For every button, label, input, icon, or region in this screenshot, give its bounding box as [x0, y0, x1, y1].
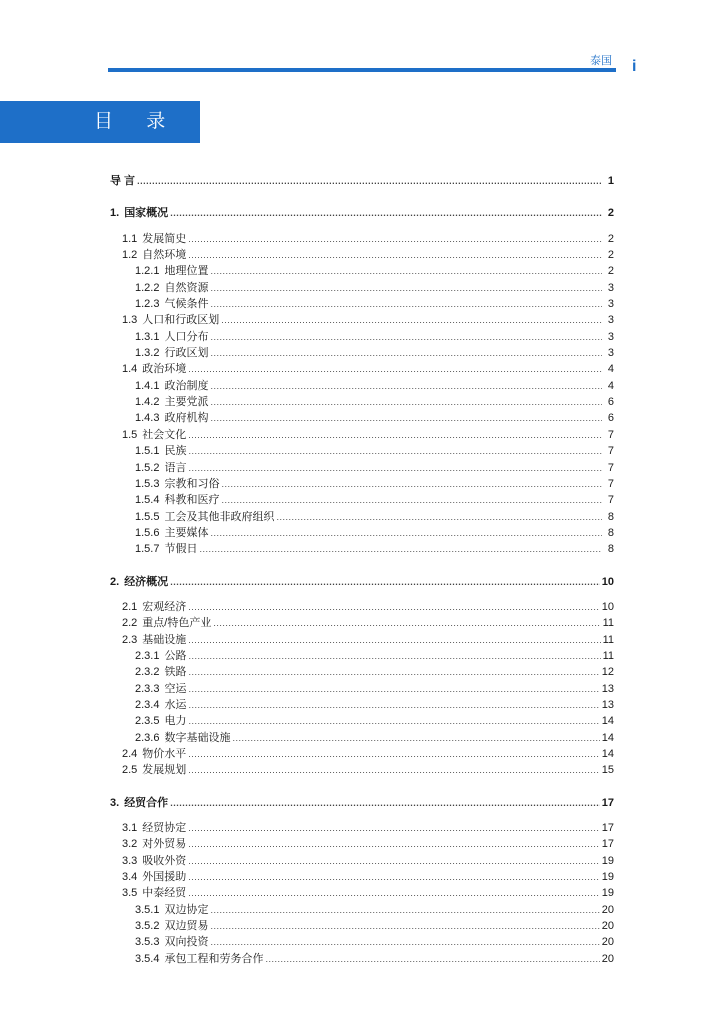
toc-entry-page: 7: [607, 477, 614, 490]
toc-title-banner: [0, 101, 200, 143]
toc-entry-label: 中泰经贸: [142, 887, 187, 900]
toc-entry-label: 物价水平: [142, 748, 187, 760]
toc-entry-number: 2.3.1: [135, 649, 160, 662]
toc-leader-dots: [188, 632, 600, 648]
toc-entry[interactable]: [110, 443, 614, 459]
toc-entry-label: 宗教和习俗: [164, 477, 220, 490]
toc-entry-label: 经贸协定: [142, 822, 187, 835]
toc-entry-label: 人口和行政区划: [142, 314, 220, 327]
toc-leader-dots: [188, 697, 599, 713]
toc-entry-number: 3.5.4: [135, 952, 160, 965]
toc-leader-dots: [137, 173, 602, 189]
toc-entry-page: 3: [607, 298, 614, 311]
toc-leader-dots: [221, 476, 602, 492]
toc-entry-label: 人口分布: [164, 330, 209, 343]
toc-entry-label: 空运: [164, 682, 187, 695]
toc-entry-page: 14: [601, 731, 614, 744]
toc-entry-page: 8: [607, 526, 614, 539]
toc-leader-dots: [188, 713, 599, 729]
toc-leader-dots: [221, 492, 602, 508]
toc-entry-page: 2: [607, 249, 614, 262]
toc-leader-dots: [188, 885, 599, 901]
toc-entry-page: 20: [601, 920, 614, 933]
toc-entry-page: 4: [607, 363, 614, 376]
toc-entry-page: 7: [607, 428, 614, 441]
toc-entry[interactable]: [110, 795, 614, 811]
toc-leader-dots: [232, 730, 599, 746]
toc-entry-label: 语言: [164, 461, 187, 474]
toc-entry-number: 2.4: [122, 748, 138, 760]
toc-leader-dots: [188, 681, 599, 697]
toc-entry[interactable]: [110, 361, 614, 377]
toc-entry-label: 双边协定: [164, 903, 209, 916]
toc-entry-number: 2.3.5: [135, 715, 160, 728]
toc-leader-dots: [188, 664, 599, 680]
toc-entry-page: 11: [602, 633, 614, 646]
toc-entry-label: 主要媒体: [164, 526, 209, 539]
toc-entry-page: 19: [601, 871, 614, 884]
toc-entry-page: 10: [601, 575, 614, 588]
toc-entry-number: 2.1: [122, 600, 138, 613]
toc-entry-label: 铁路: [164, 666, 187, 679]
toc-entry[interactable]: [110, 853, 614, 869]
toc-leader-dots: [210, 934, 599, 950]
toc-entry-number: 3.4: [122, 871, 138, 884]
toc-entry[interactable]: [110, 476, 614, 492]
toc-entry-number: 1.5.6: [135, 526, 160, 539]
toc-entry-number: 3.1: [122, 822, 138, 835]
toc-entry-label: 气候条件: [164, 298, 209, 311]
toc-entry-number: 1.4: [122, 363, 138, 376]
toc-leader-dots: [188, 746, 599, 762]
toc-entry[interactable]: [110, 820, 614, 836]
toc-entry[interactable]: [110, 509, 614, 525]
toc-leader-dots: [188, 820, 599, 836]
toc-entry-page: 17: [601, 822, 614, 835]
toc-entry-label: 国家概况: [124, 207, 169, 220]
toc-entry-label: 节假日: [164, 543, 198, 556]
toc-entry-page: 19: [601, 854, 614, 867]
toc-entry-label: 宏观经济: [142, 600, 187, 613]
toc-entry-label: 发展规划: [142, 764, 187, 777]
toc-entry-label: 自然资源: [164, 281, 209, 294]
toc-leader-dots: [188, 247, 602, 263]
toc-entry[interactable]: [110, 869, 614, 885]
toc-entry-label: 社会文化: [142, 428, 187, 441]
toc-entry[interactable]: [110, 378, 614, 394]
toc-entry-label: 基础设施: [142, 633, 187, 646]
toc-entry-label: 导 言: [110, 175, 136, 187]
toc-entry-number: 3.5: [122, 887, 138, 900]
toc-leader-dots: [199, 541, 602, 557]
toc-entry[interactable]: [110, 173, 614, 189]
toc-entry[interactable]: [110, 410, 614, 426]
toc-entry-page: 10: [601, 600, 614, 613]
toc-entry[interactable]: [110, 951, 614, 967]
toc-entry-number: 1.5.4: [135, 494, 160, 507]
toc-entry-number: 2.3: [122, 633, 138, 646]
toc-leader-dots: [188, 460, 602, 476]
toc-leader-dots: [210, 410, 602, 426]
toc-entry-number: 2.3.4: [135, 698, 160, 711]
toc-entry-page: 8: [607, 543, 614, 556]
toc-entry-number: 2.5: [122, 764, 138, 777]
toc-entry[interactable]: [110, 599, 614, 615]
toc-entry-page: 7: [607, 461, 614, 474]
toc-entry-label: 水运: [164, 698, 187, 711]
toc-entry[interactable]: [110, 902, 614, 918]
toc-entry-number: 1.3.2: [135, 347, 160, 360]
toc-entry[interactable]: [110, 681, 614, 697]
toc-entry-label: 政治制度: [164, 379, 209, 392]
toc-leader-dots: [210, 345, 602, 361]
toc-entry-label: 承包工程和劳务合作: [164, 952, 264, 965]
toc-leader-dots: [265, 951, 599, 967]
toc-entry-page: 20: [601, 903, 614, 916]
toc-entry-page: 2: [607, 232, 614, 245]
toc-entry-page: 11: [602, 649, 614, 662]
toc-entry-page: 7: [607, 494, 614, 507]
toc-entry-number: 1.3: [122, 314, 138, 327]
toc-entry-number: 2.2: [122, 617, 138, 630]
toc-entry[interactable]: [110, 247, 614, 263]
toc-entry[interactable]: [110, 713, 614, 729]
toc-entry-label: 自然环境: [142, 249, 187, 262]
toc-leader-dots: [188, 231, 602, 247]
toc-entry[interactable]: [110, 296, 614, 312]
toc-entry[interactable]: [110, 541, 614, 557]
toc-leader-dots: [210, 525, 602, 541]
toc-entry-number: 2.3.3: [135, 682, 160, 695]
toc-entry-page: 6: [607, 412, 614, 425]
toc-entry-number: 3.5.3: [135, 936, 160, 949]
toc-entry-label: 电力: [164, 715, 187, 728]
toc-entry[interactable]: [110, 525, 614, 541]
toc-leader-dots: [188, 869, 599, 885]
toc-entry[interactable]: [110, 427, 614, 443]
toc-entry-page: 3: [607, 314, 614, 327]
toc-entry-number: 1.5.5: [135, 510, 160, 523]
toc-leader-dots: [188, 427, 602, 443]
toc-entry-page: 3: [607, 281, 614, 294]
toc-entry-label: 数字基础设施: [164, 731, 231, 744]
toc-entry-number: 2.3.6: [135, 731, 160, 744]
toc-entry-page: 3: [607, 330, 614, 343]
toc-entry-label: 政府机构: [164, 412, 209, 425]
toc-entry[interactable]: [110, 934, 614, 950]
toc-entry-number: 2.: [110, 575, 120, 588]
toc-entry-number: 1.4.3: [135, 412, 160, 425]
toc-entry-number: 1.5.3: [135, 477, 160, 490]
toc-entry-label: 发展简史: [142, 232, 187, 245]
toc-entry-label: 双向投资: [164, 936, 209, 949]
toc-entry-number: 1.2.1: [135, 265, 160, 278]
toc-entry-page: 19: [601, 887, 614, 900]
toc-entry[interactable]: [110, 885, 614, 901]
toc-entry-page: 14: [601, 748, 614, 760]
toc-entry-label: 主要党派: [164, 396, 209, 409]
toc-entry-number: 1.5.2: [135, 461, 160, 474]
toc-leader-dots: [210, 296, 602, 312]
toc-entry-number: 3.5.2: [135, 920, 160, 933]
toc-entry-page: 17: [601, 838, 614, 851]
toc-entry-label: 政治环境: [142, 363, 187, 376]
toc-leader-dots: [188, 443, 602, 459]
toc-entry-page: 6: [607, 396, 614, 409]
toc-entry-label: 吸收外资: [142, 854, 187, 867]
toc-entry-page: 8: [607, 510, 614, 523]
toc-entry-page: 3: [607, 347, 614, 360]
toc-entry-number: 1.4.1: [135, 379, 160, 392]
toc-entry-number: 2.3.2: [135, 666, 160, 679]
header-title: 泰国: [590, 55, 612, 67]
toc-entry[interactable]: [110, 648, 614, 664]
toc-leader-dots: [188, 853, 599, 869]
toc-entry-number: 1.1: [122, 232, 138, 245]
toc-entry-page: 17: [601, 796, 614, 809]
toc-entry-number: 1.5.7: [135, 543, 160, 556]
toc-entry-number: 1.2.2: [135, 281, 160, 294]
toc-leader-dots: [170, 574, 600, 590]
toc-entry[interactable]: [110, 460, 614, 476]
toc-entry-label: 地理位置: [164, 265, 209, 278]
toc-leader-dots: [188, 361, 602, 377]
toc-entry-number: 1.5.1: [135, 445, 160, 458]
toc-entry-number: 1.5: [122, 428, 138, 441]
toc-entry-label: 民族: [164, 445, 187, 458]
toc-entry-number: 1.4.2: [135, 396, 160, 409]
toc-entry-number: 3.5.1: [135, 903, 160, 916]
toc-entry-page: 7: [607, 445, 614, 458]
toc-leader-dots: [213, 615, 600, 631]
header-page-number: i: [632, 58, 637, 75]
toc-entry[interactable]: [110, 280, 614, 296]
toc-title: 目 录: [94, 111, 180, 132]
toc-entry-label: 经贸合作: [124, 796, 169, 809]
toc-leader-dots: [188, 648, 600, 664]
toc-entry-page: 2: [607, 265, 614, 278]
toc-entry-page: 4: [607, 379, 614, 392]
toc-entry[interactable]: [110, 632, 614, 648]
toc-entry[interactable]: [110, 918, 614, 934]
toc-leader-dots: [210, 280, 602, 296]
toc-entry[interactable]: [110, 205, 614, 221]
toc-entry[interactable]: [110, 345, 614, 361]
toc-entry[interactable]: [110, 394, 614, 410]
toc-entry[interactable]: [110, 231, 614, 247]
toc-entry[interactable]: [110, 329, 614, 345]
toc-entry[interactable]: [110, 664, 614, 680]
header-rule: [108, 68, 616, 72]
toc-entry-number: 3.: [110, 796, 120, 809]
toc-leader-dots: [210, 902, 599, 918]
toc-entry-label: 外国援助: [142, 871, 187, 884]
toc-entry-page: 15: [601, 764, 614, 777]
toc-entry-page: 14: [601, 715, 614, 728]
toc-entry[interactable]: [110, 263, 614, 279]
toc-entry-number: 1.2: [122, 249, 138, 262]
toc-entry-label: 公路: [164, 649, 187, 662]
toc-leader-dots: [210, 329, 602, 345]
toc-entry[interactable]: [110, 574, 614, 590]
toc-entry-page: 13: [601, 682, 614, 695]
toc-entry-label: 行政区划: [164, 347, 209, 360]
table-of-contents: [110, 173, 614, 967]
toc-entry-page: 12: [601, 666, 614, 679]
toc-leader-dots: [210, 394, 602, 410]
toc-entry-label: 对外贸易: [142, 838, 187, 851]
toc-entry-number: 3.3: [122, 854, 138, 867]
toc-entry-page: 1: [607, 175, 614, 187]
toc-leader-dots: [276, 509, 602, 525]
toc-entry-page: 13: [601, 698, 614, 711]
toc-leader-dots: [170, 205, 602, 221]
toc-entry[interactable]: [110, 492, 614, 508]
toc-leader-dots: [170, 795, 600, 811]
toc-entry-page: 20: [601, 952, 614, 965]
toc-entry-number: 3.2: [122, 838, 138, 851]
toc-entry[interactable]: [110, 836, 614, 852]
toc-entry[interactable]: [110, 730, 614, 746]
toc-leader-dots: [188, 836, 599, 852]
toc-entry-number: 1.3.1: [135, 330, 160, 343]
toc-entry-label: 科教和医疗: [164, 494, 220, 507]
toc-entry-page: 20: [601, 936, 614, 949]
toc-entry[interactable]: [110, 746, 614, 762]
toc-entry-page: 2: [607, 207, 614, 220]
toc-entry-label: 重点/特色产业: [142, 617, 212, 630]
toc-leader-dots: [188, 599, 599, 615]
toc-entry-label: 双边贸易: [164, 920, 209, 933]
toc-entry-label: 工会及其他非政府组织: [164, 510, 275, 523]
toc-entry-page: 11: [602, 617, 614, 630]
toc-leader-dots: [221, 312, 602, 328]
toc-leader-dots: [210, 378, 602, 394]
toc-entry-number: 1.: [110, 207, 120, 220]
toc-entry[interactable]: [110, 615, 614, 631]
toc-leader-dots: [188, 762, 599, 778]
toc-entry[interactable]: [110, 697, 614, 713]
toc-entry-number: 1.2.3: [135, 298, 160, 311]
toc-entry-label: 经济概况: [124, 575, 169, 588]
toc-leader-dots: [210, 918, 599, 934]
toc-leader-dots: [210, 263, 602, 279]
toc-entry[interactable]: [110, 312, 614, 328]
toc-entry[interactable]: [110, 762, 614, 778]
